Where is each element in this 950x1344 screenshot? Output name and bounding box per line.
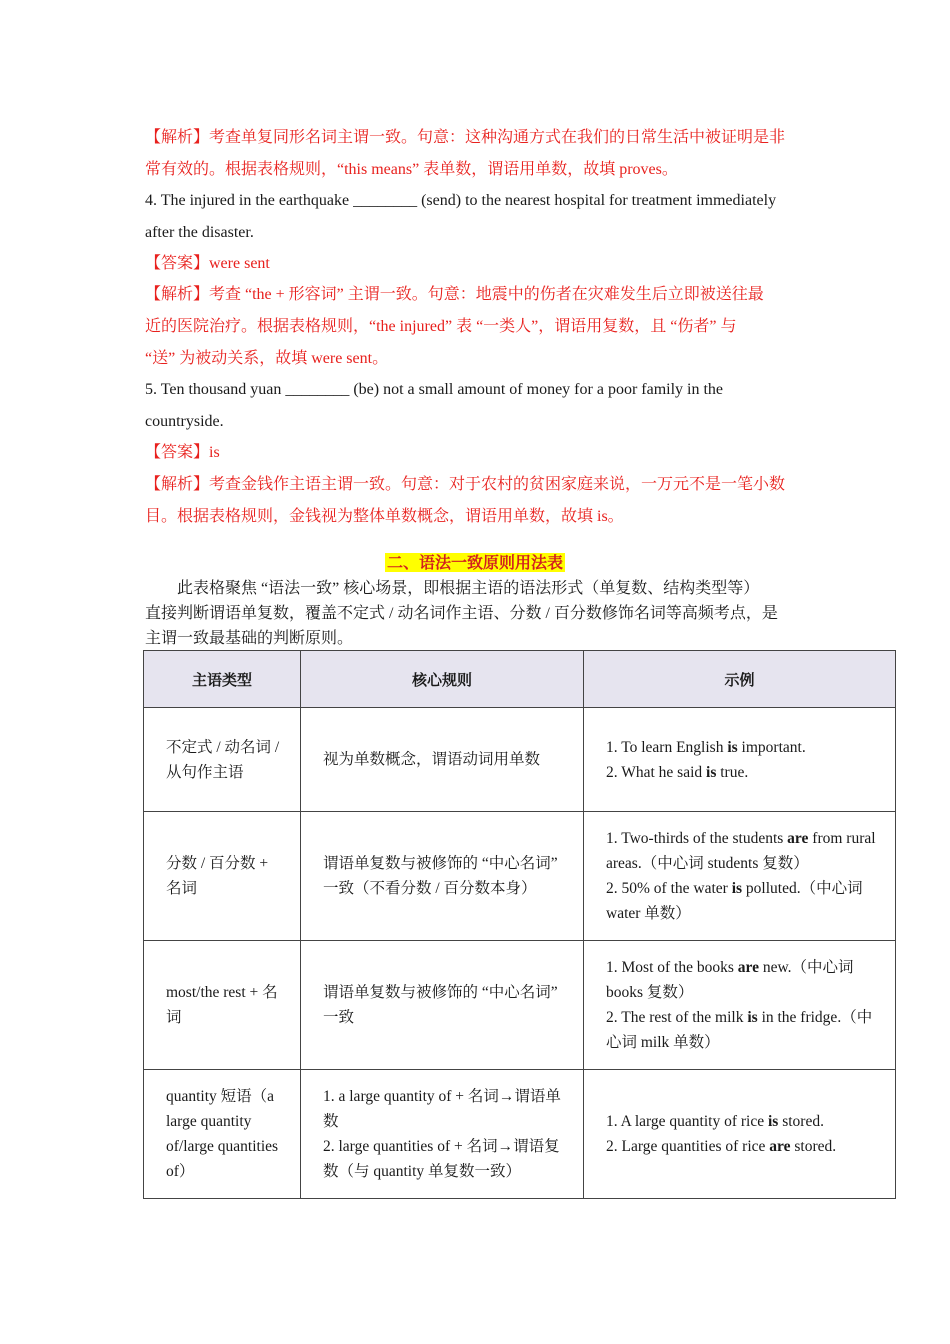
q4-analysis-line1: 【解析】考查 “the + 形容词” 主谓一致。句意：地震中的伤者在灾难发生后立即被送往最 <box>145 286 764 303</box>
section-heading <box>0 553 950 573</box>
cell-core-rule <box>301 1070 584 1199</box>
cell-subject-type: 分数 / 百分数 + 名词 <box>144 812 301 941</box>
example-line-1 <box>606 826 879 876</box>
example-text: 2. The rest of the milk <box>606 1009 748 1026</box>
example-line-2 <box>606 1005 879 1055</box>
table-row <box>144 941 896 1070</box>
example-text: important. <box>737 738 806 756</box>
table-header-row <box>144 651 896 708</box>
example-verb: are <box>769 1138 791 1155</box>
example-text: 2. 50% of the water <box>606 880 732 897</box>
q5-answer: 【答案】is <box>145 444 220 461</box>
q4-question-line1: 4. The injured in the earthquake ________ (send) to the nearest hospital for treatment immediately <box>145 192 777 209</box>
example-text: polluted.（中心词 water 单数） <box>606 880 863 922</box>
q3-analysis-line2: 常有效的。根据表格规则，“this means” 表单数，谓语用单数，故填 proves。 <box>145 161 678 178</box>
table-row <box>144 708 896 812</box>
example-verb: is <box>747 1009 758 1026</box>
example-text: true. <box>716 763 749 781</box>
example-text: stored. <box>778 1113 824 1130</box>
q4-answer: 【答案】were sent <box>145 255 270 272</box>
example-text: stored. <box>790 1138 837 1155</box>
header-core-rule: 核心规则 <box>301 651 584 708</box>
example-line-1 <box>606 735 879 760</box>
cell-example <box>584 708 896 812</box>
table-row <box>144 1070 896 1199</box>
example-text: 2. Large quantities of rice <box>606 1138 770 1155</box>
section-title: 二、语法一致原则用法表 <box>386 553 563 572</box>
example-text: new.（中心词 books 复数） <box>606 959 854 1001</box>
example-verb: is <box>731 880 743 897</box>
q4-analysis-line2: 近的医院治疗。根据表格规则，“the injured” 表 “一类人”，谓语用复数，且 “伤者” 与 <box>145 318 737 335</box>
cell-core-rule: 视为单数概念，谓语动词用单数 <box>301 708 584 812</box>
q5-analysis-line1: 【解析】考查金钱作主语主谓一致。句意：对于农村的贫困家庭来说，一万元不是一笔小数 <box>145 476 786 493</box>
cell-example <box>584 1070 896 1199</box>
q3-analysis-line1: 【解析】考查单复同形名词主谓一致。句意：这种沟通方式在我们的日常生活中被证明是非 <box>145 129 786 146</box>
cell-core-rule: 谓语单复数与被修饰的 “中心名词” 一致 <box>301 941 584 1070</box>
q5-question-line1: 5. Ten thousand yuan ________ (be) not a small amount of money for a poor family in the <box>145 381 724 398</box>
example-text: 1. A large quantity of rice <box>606 1113 768 1130</box>
header-subject-type: 主语类型 <box>144 651 301 708</box>
example-text: 1. Most of the books <box>606 959 738 976</box>
cell-example <box>584 812 896 941</box>
example-verb: is <box>706 763 717 781</box>
example-text: 1. Two-thirds of the students <box>606 830 788 847</box>
example-verb: are <box>737 959 759 976</box>
example-text: 2. What he said <box>606 763 707 781</box>
q5-question-line2: countryside. <box>145 413 224 430</box>
rule-line-2: 2. large quantities of + 名词→谓语复数（与 quantity 单复数一致） <box>323 1138 560 1180</box>
example-line-2 <box>606 760 879 785</box>
section-intro-line2: 直接判断谓语单复数，覆盖不定式 / 动名词作主语、分数 / 百分数修饰名词等高频考点，是 <box>145 605 778 622</box>
example-text: from rural areas.（中心词 students 复数） <box>606 830 876 872</box>
example-verb: are <box>787 830 809 847</box>
table-row <box>144 812 896 941</box>
cell-core-rule: 谓语单复数与被修饰的 “中心名词” 一致（不看分数 / 百分数本身） <box>301 812 584 941</box>
example-line-1 <box>606 955 879 1005</box>
cell-subject-type: quantity 短语（a large quantity of/large quantities of） <box>144 1070 301 1199</box>
example-verb: is <box>768 1113 779 1130</box>
grammar-rules-table <box>143 650 896 1199</box>
q5-analysis-line2: 目。根据表格规则，金钱视为整体单数概念，谓语用单数，故填 is。 <box>145 508 624 525</box>
example-line-2 <box>606 1134 879 1159</box>
example-line-1 <box>606 1109 879 1134</box>
section-intro-line3: 主谓一致最基础的判断原则。 <box>145 630 354 647</box>
example-verb: is <box>727 738 738 756</box>
cell-example <box>584 941 896 1070</box>
cell-subject-type: 不定式 / 动名词 / 从句作主语 <box>144 708 301 812</box>
example-line-2 <box>606 876 879 926</box>
rule-line-1: 1. a large quantity of + 名词→谓语单数 <box>323 1088 561 1130</box>
example-text: in the fridge.（中心词 milk 单数） <box>606 1009 873 1051</box>
q4-analysis-line3: “送” 为被动关系，故填 were sent。 <box>145 350 389 367</box>
q4-question-line2: after the disaster. <box>145 224 254 241</box>
example-text: 1. To learn English <box>606 738 728 756</box>
section-intro-line1: 此表格聚焦 “语法一致” 核心场景，即根据主语的语法形式（单复数、结构类型等） <box>177 580 760 597</box>
cell-subject-type: most/the rest + 名词 <box>144 941 301 1070</box>
header-example: 示例 <box>584 651 896 708</box>
